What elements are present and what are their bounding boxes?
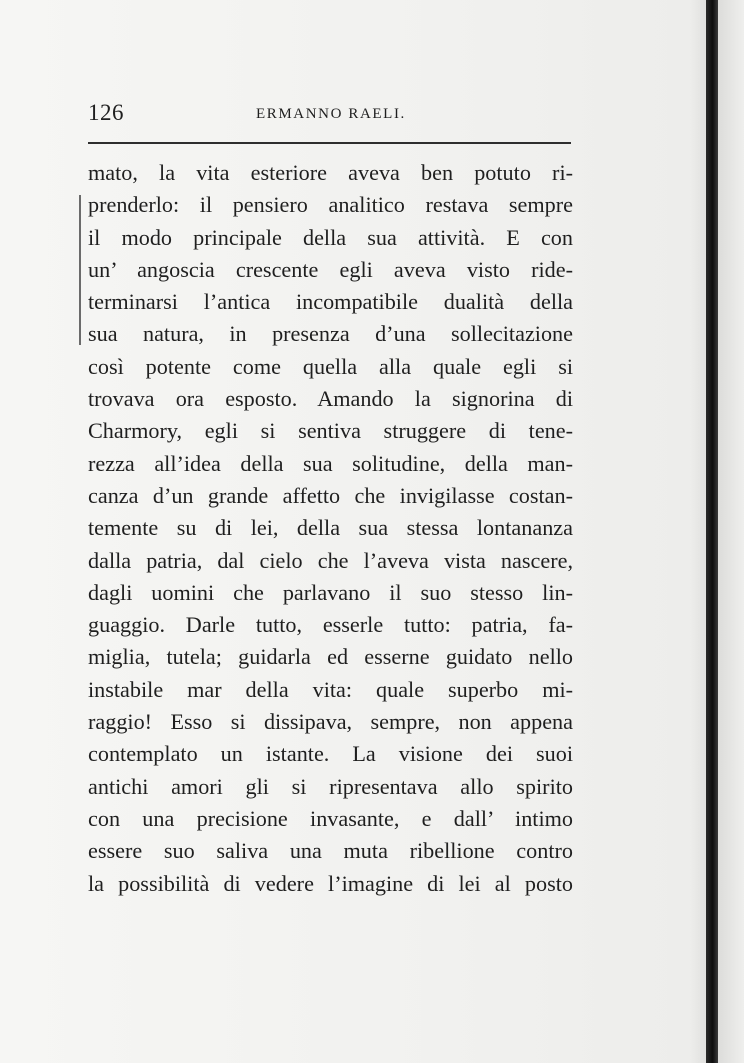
header-rule xyxy=(88,142,571,144)
text-line: mato, la vita esteriore aveva ben potuto ri- xyxy=(88,160,573,185)
page-number: 126 xyxy=(88,100,124,125)
text-line: terminarsi l’antica incompatibile dualità della xyxy=(88,289,573,315)
text-line: guaggio. Darle tutto, esserle tutto: patria, fa- xyxy=(88,612,573,638)
text-line: con una precisione invasante, e dall’ intimo xyxy=(88,805,573,831)
text-line: temente su di lei, della sua stessa lontananza xyxy=(88,515,573,541)
text-line: contemplato un istante. La visione dei suoi xyxy=(88,741,573,767)
text-line: dagli uomini che parlavano il suo stesso lin- xyxy=(88,579,573,605)
text-line: raggio! Esso si dissipava, sempre, non appena xyxy=(88,709,573,735)
running-head: ERMANNO RAELI. xyxy=(256,106,406,122)
text-line: dalla patria, dal cielo che l’aveva vista nascere, xyxy=(88,547,573,573)
text-line: prenderlo: il pensiero analitico restava sempre xyxy=(88,192,573,218)
gutter-shadow xyxy=(690,0,706,1063)
text-line: sua natura, in presenza d’una sollecitazione xyxy=(88,321,573,347)
text-line: canza d’un grande affetto che invigilasse costan- xyxy=(88,482,573,508)
text-line: il modo principale della sua attività. E con xyxy=(88,224,573,250)
text-line: trovava ora esposto. Amando la signorina di xyxy=(88,386,573,412)
text-line: la possibilità di vedere l’imagine di lei al posto xyxy=(88,870,573,896)
text-line: un’ angoscia crescente egli aveva visto ride- xyxy=(88,256,573,282)
page-header xyxy=(88,96,571,130)
text-line: miglia, tutela; guidarla ed esserne guidato nello xyxy=(88,644,573,670)
text-line: rezza all’idea della sua solitudine, della man- xyxy=(88,450,573,476)
margin-mark xyxy=(79,195,81,345)
text-line: antichi amori gli si ripresentava allo spirito xyxy=(88,773,573,799)
text-line: instabile mar della vita: quale superbo mi- xyxy=(88,676,573,702)
body-text xyxy=(88,157,573,900)
text-line: così potente come quella alla quale egli si xyxy=(88,353,573,379)
book-binding-edge xyxy=(706,0,718,1063)
text-line: essere suo saliva una muta ribellione contro xyxy=(88,838,573,864)
text-line: Charmory, egli si sentiva struggere di tene- xyxy=(88,418,573,444)
adjacent-page-edge xyxy=(718,0,744,1063)
